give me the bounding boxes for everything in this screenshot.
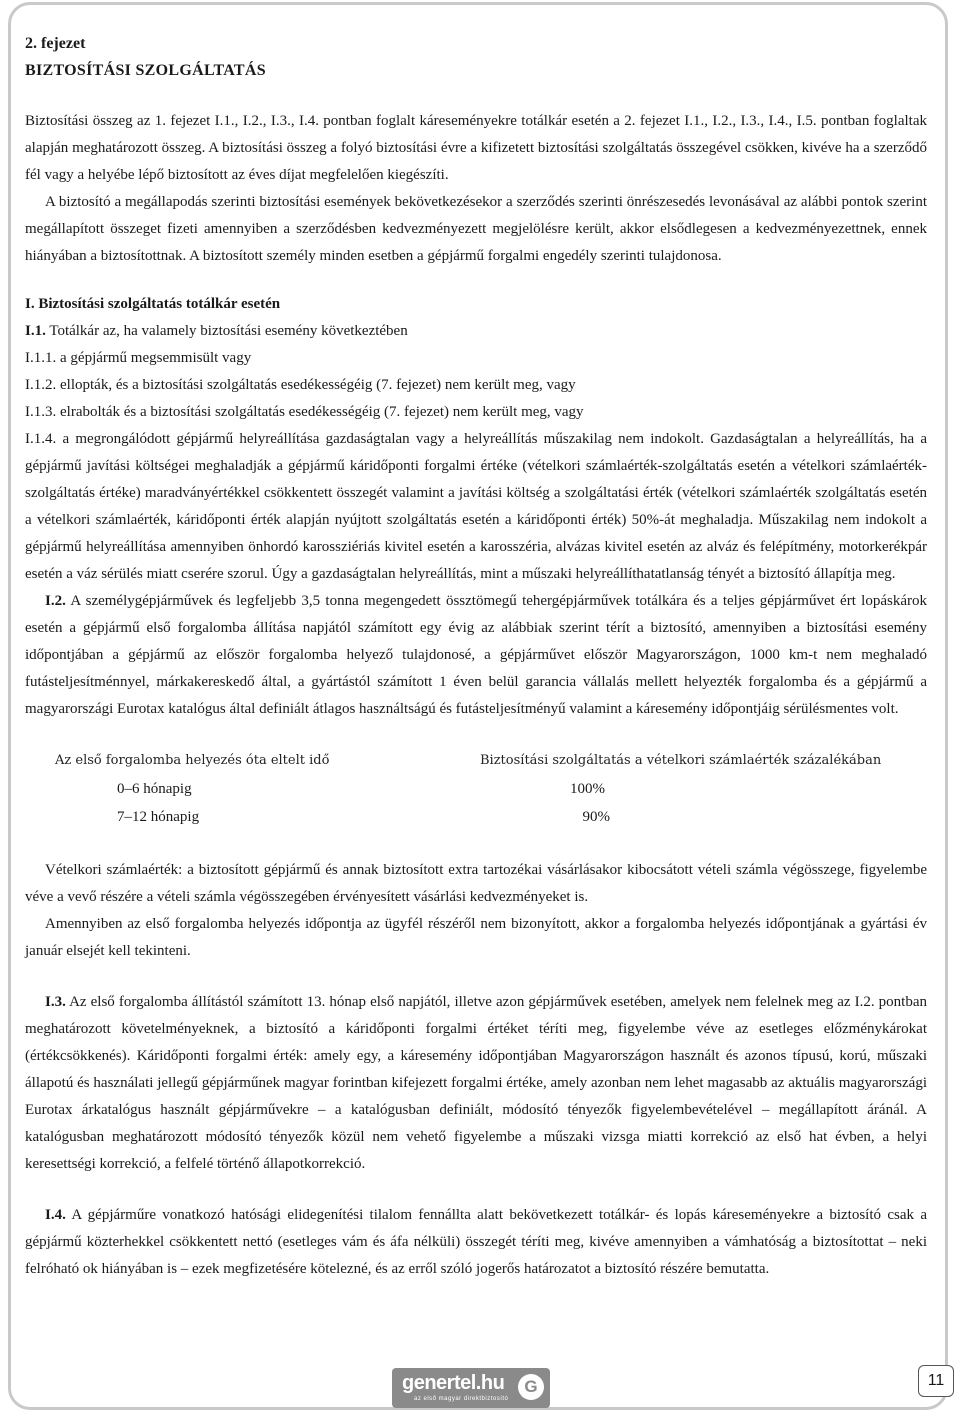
i3-text: Az első forgalomba állítástól számított 13. hónap első napjától, illetve azon gépjárművek esetében, amelyek nem felelnek meg az I.2. pontban meghatározott követelményeknek, a biztosító a káridőponti forgalmi értéket téríti meg, figyelembe véve az esetleges előzménykárokat (értékcsökkenés). Káridőponti forgalmi érték: amely egy, a káresemény időpontjában Magyarországon használt és azonos típusú, korú, műszaki állapotú és használati jellegű gépjárműnek magyar forintban kifejezett forgalmi értéke, amely azonban nem lehet magasabb az aktuális magyarországi Eurotax árkatalógus használt gépjárművekre – a katalógusban definiált, módosító tényezők figyelembevételével – megállapított áránál. A katalógusban meghatározott módosító tényezők közül nem vehető figyelembe a műszaki vizsga miatti korrekció az első hat évben, a helyi keresettségi korrekció, a felfelé történő állapotkorrekció. — [25, 994, 927, 1172]
i1-number: I.1. — [25, 323, 46, 339]
coverage-table — [25, 747, 927, 833]
i2-number: I.2. — [45, 593, 66, 609]
i4-text: A gépjárműre vonatkozó hatósági elidegenítési tilalom fennállta alatt bekövetkezett totálkár- és lopás káreseményekre a biztosító csak a gépjármű közterhekkel csökkentett nettó (esetleges vám és áfa nélküli) összegét téríti meg, kivéve amennyiben a vámhatóság a biztosítottat – neki felróható ok hiányában is – ezek megfizetésére kötelezné, és az erről szóló jogerős határozatot a biztosító részére bemutatta. — [25, 1207, 927, 1277]
i1-text: Totálkár az, ha valamely biztosítási esemény következtében — [49, 323, 408, 339]
chapter-title: BIZTOSÍTÁSI SZOLGÁLTATÁS — [25, 62, 266, 79]
i2-paragraph — [25, 588, 927, 723]
table-cell-period: 0–6 hónapig — [117, 781, 192, 797]
i1-item-number: I.1.1. — [25, 350, 57, 366]
logo-tagline: az első magyar direktbiztosító — [414, 1396, 509, 1402]
table-cell-percentage: 90% — [582, 809, 610, 825]
i1-item-number: I.1.2. — [25, 377, 57, 393]
table-cell-period: 7–12 hónapig — [117, 809, 200, 825]
table-header-percentage: Biztosítási szolgáltatás a vételkori számlaérték százalékában — [480, 753, 882, 768]
logo-brand-text: genertel.hu — [402, 1372, 505, 1394]
i1-item-text: elrabolták és a biztosítási szolgáltatás esedékességéig (7. fejezet) nem került meg, vagy — [60, 404, 584, 420]
i3-number: I.3. — [45, 994, 66, 1010]
i4-number: I.4. — [45, 1207, 66, 1223]
i1-item-last — [25, 426, 927, 588]
intro-paragraph-2: A biztosító a megállapodás szerinti biztosítási események bekövetkezésekor a szerződés szerinti önrészesedés levonásával az alábbi pontok szerint megállapított összeget fizeti amennyiben a szerződésben kedvezményezett megjelölésre került, akkor elsődlegesen a kedvezményezettnek, ennek hiányában a biztosítottnak. A biztosított személy minden esetben a gépjármű forgalmi engedély szerinti tulajdonosa. — [25, 194, 927, 264]
page-number: 11 — [918, 1365, 954, 1397]
note-paragraph-1: Vételkori számlaérték: a biztosított gépjármű és annak biztosított extra tartozékai vásárlásakor kibocsátott vételi számla végösszege, figyelembe véve a vevő részére a vételi számla végösszegében érvényesített vásárlási kedvezményeket is. — [25, 862, 927, 905]
i1-item-text: a gépjármű megsemmisült vagy — [60, 350, 252, 366]
table-cell-percentage: 100% — [570, 781, 605, 797]
note-paragraph-2: Amennyiben az első forgalomba helyezés időpontja az ügyfél részéről nem bizonyított, akkor a forgalomba helyezés időpontjának a gyártási év január elsejét kell tekinteni. — [25, 916, 927, 959]
intro-paragraph-1: Biztosítási összeg az 1. fejezet I.1., I.2., I.3., I.4. pontban foglalt káreseményekre totálkár esetén a 2. fejezet I.1., I.2., I.3., I.4., I.5. pontban foglaltak alapján meghatározott összeg. A biztosítási összeg a folyó biztosítási évre a kifizetett biztosítási szolgáltatás összegével csökken, kivéve ha a szerződő fél vagy a helyébe lépő biztosított az éves díjat megfelelően kiegészíti. — [25, 113, 927, 183]
i1-item-text: ellopták, és a biztosítási szolgáltatás esedékességéig (7. fejezet) nem került meg, vagy — [60, 377, 576, 393]
i1-item — [25, 345, 927, 372]
i1-paragraph — [25, 318, 927, 345]
genertel-logo — [392, 1368, 550, 1408]
document-body — [25, 30, 927, 1283]
logo-mark-icon: G — [518, 1374, 544, 1400]
i1-item — [25, 372, 927, 399]
table-header-period: Az első forgalomba helyezés óta eltelt idő — [55, 753, 330, 768]
i1-item-number: I.1.4. — [25, 431, 57, 447]
i3-paragraph — [25, 989, 927, 1178]
chapter-label: 2. fejezet — [25, 35, 86, 52]
i1-item — [25, 399, 927, 426]
i1-item-number: I.1.3. — [25, 404, 57, 420]
i1-item-text: a megrongálódott gépjármű helyreállítása gazdaságtalan vagy a helyreállítás műszakilag nem indokolt. Gazdaságtalan a helyreállítás, ha a gépjármű javítási költségei meghaladják a gépjármű káridőponti forgalmi értéke (vételkori számlaérték-szolgáltatás esetén a vételkori számlaérték-szolgáltatás értéke) maradványértékkel csökkentett összegét valamint a javítási költség a szolgáltatási érték (vételkori számlaérték szolgáltatás esetén a vételkori számlaérték, káridőponti érték alapján nyújtott szolgáltatás esetén a káridőponti érték) 50%-át meghaladja. Műszakilag nem indokolt a gépjármű helyreállítása amennyiben önhordó karossziériás kivitel esetén a karosszéria, alvázas kivitel esetén az alváz és felépítmény, motorkerékpár esetén a váz sérülés miatt cserére szorul. Úgy a gazdaságtalan helyreállítás, mint a műszaki helyreállíthatatlanság tényét a biztosító állapítja meg. — [25, 431, 928, 582]
i4-paragraph — [25, 1202, 927, 1283]
section-title: I. Biztosítási szolgáltatás totálkár esetén — [25, 296, 281, 312]
i2-text: A személygépjárművek és legfeljebb 3,5 tonna megengedett össztömegű tehergépjárművek totálkára és a teljes gépjárművet ért lopáskárok esetén a gépjármű első forgalomba állítása napjától számított egy évig az alábbiak szerint térít a biztosító, amennyiben a biztosítási esemény időpontjában a gépjármű az először forgalomba helyező tulajdonosé, a gépjárművet először Magyarországon, 1000 km-t nem meghaladó futásteljesítménnyel, márkakereskedő által, a gyártástól számított 1 éven belül garancia vállalás mellett helyezték forgalomba és a gépjármű a magyarországi Eurotax katalógus által definiált átlagos használtságú és futásteljesítményű valamint a káresemény időpontjáig sérülésmentes volt. — [25, 593, 927, 717]
